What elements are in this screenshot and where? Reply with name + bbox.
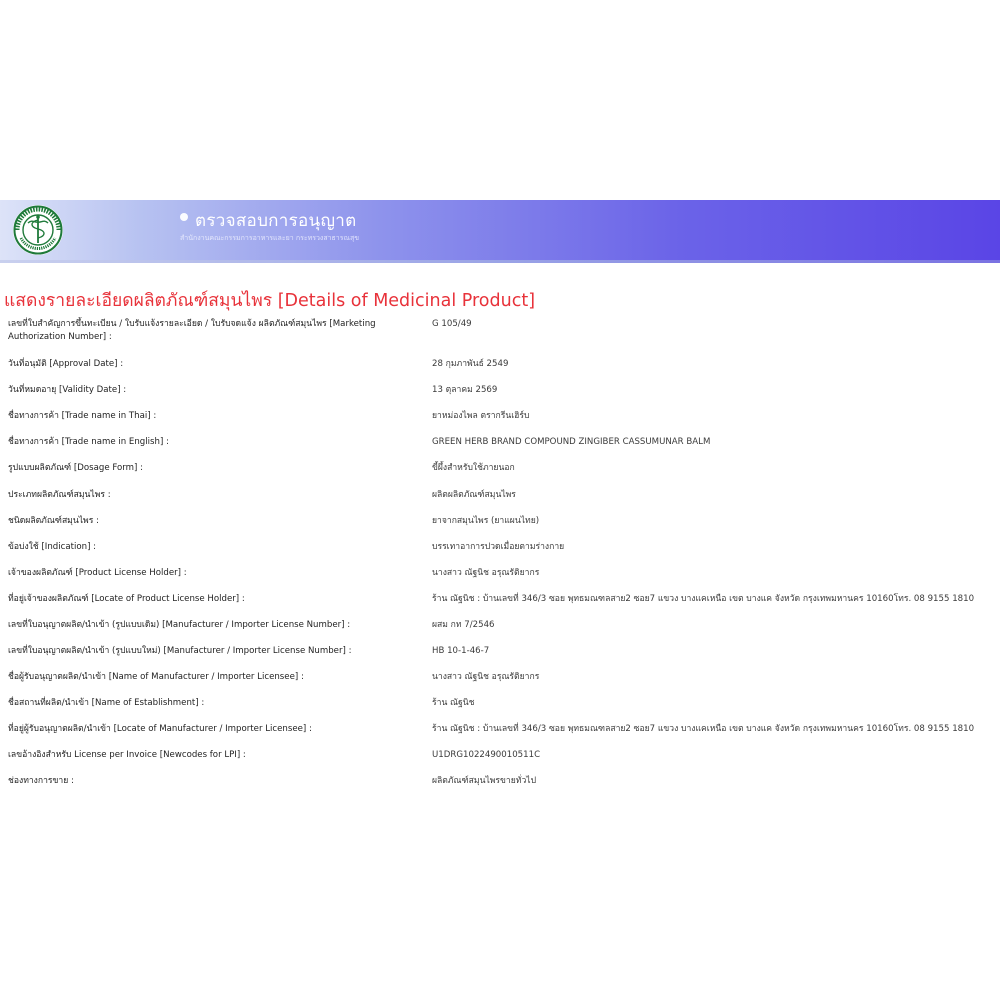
detail-label: ที่อยู่เจ้าของผลิตภัณฑ์ [Locate of Product License Holder] : [8, 594, 245, 604]
detail-value: ยาหม่องไพล ตรากรีนเฮิร์บ [432, 411, 530, 421]
detail-label: ช่องทางการขาย : [8, 776, 74, 786]
detail-label: วันที่อนุมัติ [Approval Date] : [8, 359, 124, 369]
detail-label: เลขที่ใบอนุญาตผลิต/นำเข้า (รูปแบบเดิม) [Manufacturer / Importer License Number] : [8, 620, 351, 630]
ministry-seal-logo[interactable] [12, 204, 64, 256]
detail-value: บรรเทาอาการปวดเมื่อยตามร่างกาย [432, 542, 565, 552]
detail-value: HB 10-1-46-7 [432, 646, 490, 656]
detail-label: ชื่อทางการค้า [Trade name in English] : [8, 437, 169, 447]
detail-value: ขี้ผึ้งสำหรับใช้ภายนอก [432, 463, 515, 473]
detail-label: ที่อยู่ผู้รับอนุญาตผลิต/นำเข้า [Locate of Manufacturer / Importer Licensee] : [8, 724, 312, 734]
detail-label: วันที่หมดอายุ [Validity Date] : [8, 385, 127, 395]
detail-label: ชื่อทางการค้า [Trade name in Thai] : [8, 411, 157, 421]
detail-label: ชื่อสถานที่ผลิต/นำเข้า [Name of Establishment] : [8, 698, 205, 708]
detail-label: ข้อบ่งใช้ [Indication] : [8, 542, 97, 552]
detail-label: ชื่อผู้รับอนุญาตผลิต/นำเข้า [Name of Manufacturer / Importer Licensee] : [8, 672, 304, 682]
detail-value: ร้าน ณัฐนิช [432, 698, 475, 708]
header-banner [0, 200, 1000, 260]
detail-value: ผลิตภัณฑ์สมุนไพรขายทั่วไป [432, 776, 537, 786]
detail-value: 13 ตุลาคม 2569 [432, 385, 498, 395]
detail-value: G 105/49 [432, 319, 472, 329]
detail-value: ร้าน ณัฐนิช : บ้านเลขที่ 346/3 ซอย พุทธมณฑลสาย2 ซอย7 แขวง บางแคเหนือ เขต บางแค จังหวัด กรุงเทพมหานคร 10160โทร. 08 9155 1810 [432, 724, 975, 734]
detail-label: เลขอ้างอิงสำหรับ License per Invoice [Newcodes for LPI] : [8, 750, 246, 760]
detail-value: GREEN HERB BRAND COMPOUND ZINGIBER CASSUMUNAR BALM [432, 437, 711, 447]
detail-value: ผลิตผลิตภัณฑ์สมุนไพร [432, 490, 516, 500]
detail-label: เลขที่ใบอนุญาตผลิต/นำเข้า (รูปแบบใหม่) [Manufacturer / Importer License Number] : [8, 646, 352, 656]
banner-subtitle: สำนักงานคณะกรรมการอาหารและยา กระทรวงสาธารณสุข [180, 234, 360, 242]
detail-value: นางสาว ณัฐนิช อรุณรัติยากร [432, 672, 540, 682]
detail-label: ประเภทผลิตภัณฑ์สมุนไพร : [8, 490, 111, 500]
detail-label: เลขที่ใบสำคัญการขึ้นทะเบียน / ใบรับแจ้งรายละเอียด / ใบรับจดแจ้ง ผลิตภัณฑ์สมุนไพร [Marketing Authorization Number] : [8, 319, 376, 342]
banner-title: ตรวจสอบการอนุญาต [195, 211, 357, 231]
detail-label: รูปแบบผลิตภัณฑ์ [Dosage Form] : [8, 463, 143, 473]
banner-divider [0, 260, 1000, 263]
bullet-dot-icon [180, 213, 188, 221]
detail-value: 28 กุมภาพันธ์ 2549 [432, 359, 509, 369]
detail-value: ยาจากสมุนไพร (ยาแผนไทย) [432, 516, 540, 526]
detail-value: ผสม กท 7/2546 [432, 620, 495, 630]
detail-value: นางสาว ณัฐนิช อรุณรัติยากร [432, 568, 540, 578]
detail-value: U1DRG1022490010511C [432, 750, 541, 760]
detail-label: ชนิดผลิตภัณฑ์สมุนไพร : [8, 516, 99, 526]
detail-value: ร้าน ณัฐนิช : บ้านเลขที่ 346/3 ซอย พุทธมณฑลสาย2 ซอย7 แขวง บางแคเหนือ เขต บางแค จังหวัด กรุงเทพมหานคร 10160โทร. 08 9155 1810 [432, 594, 975, 604]
detail-label: เจ้าของผลิตภัณฑ์ [Product License Holder] : [8, 568, 187, 578]
page-title: แสดงรายละเอียดผลิตภัณฑ์สมุนไพร [Details of Medicinal Product] [4, 291, 536, 311]
